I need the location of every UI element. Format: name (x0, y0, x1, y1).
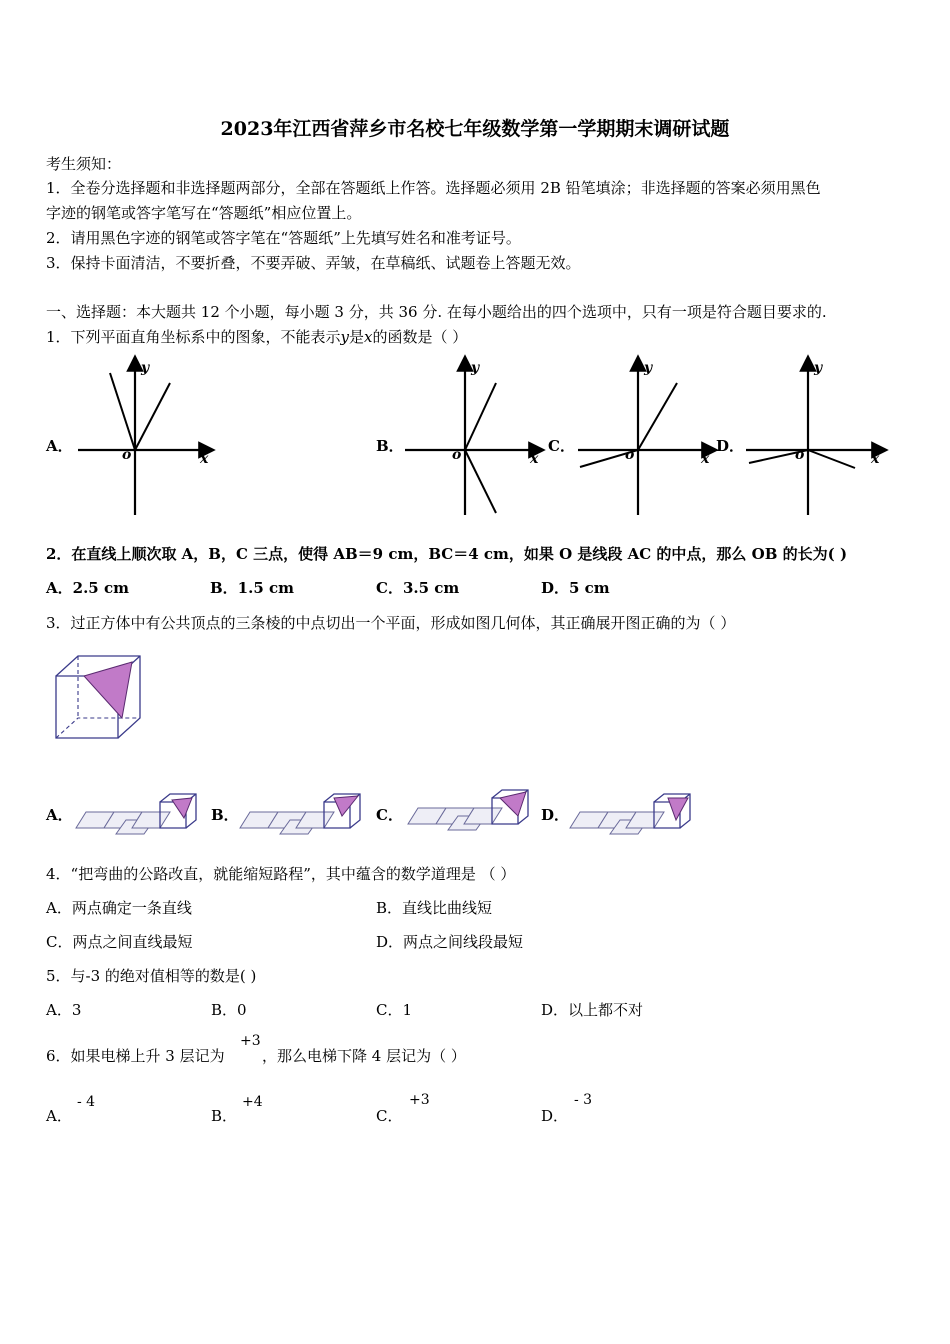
q5-option-b[interactable]: B．0 (211, 1001, 247, 1019)
q2-option-b[interactable]: B．1.5 cm (210, 579, 295, 597)
q6-option-d-value: - 3 (574, 1092, 593, 1108)
q1-a-y-label: y (141, 360, 150, 376)
q1-option-d-label[interactable]: D． (716, 437, 745, 455)
q3-net-c (406, 786, 536, 836)
q1-d-y-label: y (814, 360, 823, 376)
q3-net-a (74, 790, 204, 840)
q6-option-a-label[interactable]: A． (46, 1107, 72, 1125)
q6-plus3: +3 (240, 1033, 261, 1049)
notice-line-3: 3．保持卡面清洁，不要折叠，不要弄破、弄皱，在草稿纸、试题卷上答题无效。 (46, 254, 581, 272)
q1-graph-b (400, 355, 550, 520)
q2-option-c[interactable]: C．3.5 cm (376, 579, 460, 597)
q4-stem: 4．“把弯曲的公路改直，就能缩短路程”，其中蕴含的数学道理是 （ ） (46, 865, 516, 883)
q3-option-b-label[interactable]: B． (211, 806, 239, 824)
q5-option-a[interactable]: A．3 (46, 1001, 82, 1019)
q6-option-d-label[interactable]: D． (541, 1107, 569, 1125)
q3-stem: 3．过正方体中有公共顶点的三条棱的中点切出一个平面，形成如图几何体，其正确展开图正确的为（ ） (46, 614, 736, 632)
q1-graph-d (743, 355, 893, 520)
q1-b-y-label: y (471, 360, 480, 376)
q5-option-c[interactable]: C．1 (376, 1001, 413, 1019)
q3-option-d-label[interactable]: D． (541, 806, 570, 824)
q4-option-a[interactable]: A．两点确定一条直线 (46, 899, 192, 917)
q1-d-origin: o (795, 447, 805, 463)
q2-option-a[interactable]: A．2.5 cm (46, 579, 129, 597)
q6-option-c-label[interactable]: C． (376, 1107, 403, 1125)
q3-option-c-label[interactable]: C． (376, 806, 403, 824)
q3-net-b (238, 790, 368, 840)
page-title: 2023年江西省萍乡市名校七年级数学第一学期期末调研试题 (220, 118, 730, 140)
section-heading: 一、选择题：本大题共 12 个小题，每小题 3 分，共 36 分. 在每小题给出的四个选项中，只有一项是符合题目要求的. (46, 303, 827, 321)
q3-cube-figure (50, 652, 150, 744)
q1-c-origin: o (625, 447, 635, 463)
q1-d-x-label: x (871, 451, 880, 467)
q2-stem: 2．在直线上顺次取 A，B，C 三点，使得 AB＝9 cm，BC＝4 cm，如果 O 是线段 AC 的中点，那么 OB 的长为( ) (46, 545, 848, 563)
q1-a-x-label: x (200, 451, 209, 467)
q1-b-origin: o (452, 447, 462, 463)
q1-c-x-label: x (701, 451, 710, 467)
q1-c-y-label: y (644, 360, 653, 376)
q6-option-a-value: - 4 (77, 1094, 96, 1110)
q1-graph-c (575, 355, 725, 520)
q6-stem-a: 6．如果电梯上升 3 层记为 (46, 1047, 225, 1065)
q6-option-b-label[interactable]: B． (211, 1107, 238, 1125)
q2-option-d[interactable]: D．5 cm (541, 579, 610, 597)
notice-line-1b: 字迹的钢笔或答字笔写在“答题纸”相应位置上。 (46, 204, 362, 222)
q1-option-c-label[interactable]: C． (548, 437, 575, 455)
notice-line-1a: 1．全卷分选择题和非选择题两部分，全部在答题纸上作答。选择题必须用 2B 铅笔填涂；非选择题的答案必须用黑色 (46, 179, 821, 197)
q6-stem-b: ，那么电梯下降 4 层记为（ ） (262, 1047, 466, 1065)
q1-stem: 1．下列平面直角坐标系中的图象，不能表示y是x的函数是（ ） (46, 328, 468, 346)
notice-line-2: 2．请用黑色字迹的钢笔或答字笔在“答题纸”上先填写姓名和准考证号。 (46, 229, 521, 247)
q5-stem: 5．与-3 的绝对值相等的数是( ) (46, 967, 257, 985)
notice-heading: 考生须知： (46, 155, 122, 173)
q1-a-origin: o (122, 447, 132, 463)
q3-net-d (568, 790, 698, 840)
q1-b-x-label: x (530, 451, 539, 467)
q4-option-d[interactable]: D．两点之间线段最短 (376, 933, 524, 951)
q3-option-a-label[interactable]: A． (46, 806, 73, 824)
q1-graph-a (70, 355, 220, 520)
q4-option-b[interactable]: B．直线比曲线短 (376, 899, 493, 917)
q5-option-d[interactable]: D．以上都不对 (541, 1001, 644, 1019)
q1-option-b-label[interactable]: B． (376, 437, 404, 455)
q6-option-b-value: +4 (242, 1094, 263, 1110)
q1-option-a-label[interactable]: A． (46, 437, 73, 455)
q6-option-c-value: +3 (409, 1092, 430, 1108)
q4-option-c[interactable]: C．两点之间直线最短 (46, 933, 193, 951)
